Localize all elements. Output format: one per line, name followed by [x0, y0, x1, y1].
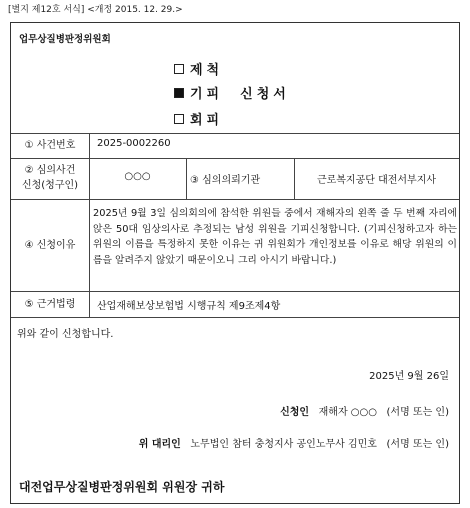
agent-name: 노무법인 참터 충청지사 공인노무사 김민호 [190, 439, 377, 450]
applicant-signature-line [280, 403, 449, 418]
case-number-label: ① 사건번호 [24, 140, 76, 151]
law-label: ⑤ 근거법령 [24, 299, 76, 310]
option-avoidance [174, 109, 223, 128]
reason-label: ④ 신청이유 [24, 240, 76, 251]
divider [186, 158, 187, 199]
addressee: 대전업무상질병판정위원회 위원장 귀하 [19, 480, 225, 494]
option-label: 제척 [190, 63, 224, 78]
checkbox-checked-icon [174, 88, 184, 98]
claimant-label-line2: 신청(청구인) [21, 180, 79, 191]
checkbox-empty-icon [174, 114, 184, 124]
divider [89, 133, 90, 317]
claimant-value: ○○○ [124, 171, 151, 182]
reason-value: 2025년 9월 3일 심의회의에 참석한 위원들 중에서 재해자의 왼쪽 줄 두 번째 자리에 앉은 50대 임상의사로 추정되는 남성 위원을 기피신청합니다. (기피신청하고자 하는 위원의 이름을 특정하지 못한 이유는 귀 위원회가 개인정보를 이유로 해당 위원의 이름을 알려주지 않았기 때문이오니 그리 아시기 바랍니다.) [93, 208, 457, 266]
divider [11, 133, 459, 134]
agent-sign: (서명 또는 인) [386, 439, 449, 450]
agency-value: 근로복지공단 대전서부지사 [316, 175, 437, 186]
claimant-label [11, 163, 89, 193]
agent-signature-line [139, 435, 449, 450]
option-label: 기피 신청서 [190, 87, 290, 102]
option-label: 회피 [190, 113, 224, 128]
divider [11, 199, 459, 200]
statement-text: 위와 같이 신청합니다. [17, 329, 114, 340]
organization-name: 업무상질병판정위원회 [19, 34, 111, 45]
case-number-value: 2025-0002260 [97, 138, 171, 149]
divider [11, 158, 459, 159]
option-challenge-application [174, 83, 290, 102]
agent-label: 위 대리인 [138, 439, 181, 450]
divider [11, 317, 459, 318]
option-recusal-exclusion [174, 59, 223, 78]
applicant-sign: (서명 또는 인) [386, 407, 449, 418]
checkbox-empty-icon [174, 64, 184, 74]
law-value: 산업재해보상보험법 시행규칙 제9조제4항 [97, 301, 281, 312]
form-header: [별지 제12호 서식] <개정 2015. 12. 29.> [8, 5, 183, 15]
applicant-name: 재해자 ○○○ [318, 407, 377, 418]
agency-label: ③ 심의의뢰기관 [190, 175, 261, 186]
claimant-label-line1: ② 심의사건 [24, 165, 76, 176]
applicant-label: 신청인 [280, 407, 310, 418]
application-form [10, 22, 460, 504]
divider [11, 291, 459, 292]
application-date: 2025년 9월 26일 [369, 371, 449, 382]
